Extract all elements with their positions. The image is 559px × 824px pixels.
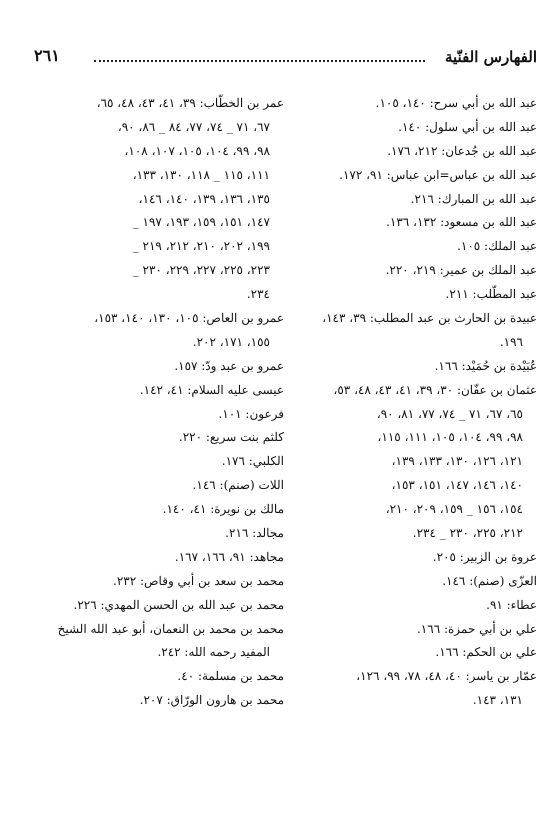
index-entry-continuation: ٦٥، ٦٧، ٧١ _ ٧٤، ٧٧، ٨١، ٩٠، (376, 406, 523, 421)
index-entry: مجاهد: ٩١، ١٦٦، ١٦٧. (174, 549, 284, 564)
index-entry: عبد الله بن مسعود: ١٣٢، ١٣٦. (386, 215, 537, 230)
index-entry: عبد الله بن أبي سلول: ١٤٠. (398, 119, 537, 134)
index-entry: عبد الملك: ١٠٥. (457, 239, 537, 254)
index-entry: عمرو بن عبد ودّ: ١٥٧. (174, 358, 284, 373)
index-entry-continuation: ١٩٩، ٢٠٢، ٢١٠، ٢١٢، ٢١٩ _ (132, 239, 270, 254)
index-entry-continuation: ١٤٧، ١٥١، ١٥٩، ١٩٣، ١٩٧ _ (132, 215, 270, 230)
index-entry-continuation: ١٤٠، ١٤٦، ١٤٧، ١٥١، ١٥٣، (391, 478, 523, 493)
index-entry: عبد الله بن أبي سرح: ١٤٠، ١٠٥. (375, 96, 537, 110)
index-entry-continuation: ١٥٤، ١٥٦ _ ١٥٩، ٢٠٩، ٢١٠، (385, 502, 523, 517)
index-entry: محمد بن سعد بن أبي وقاص: ٢٣٢. (113, 573, 284, 588)
index-entry: علي بن الحكم: ١٦٦. (435, 645, 537, 660)
index-entry: عمّار بن ياسر: ٤٠، ٤٨، ٧٨، ٩٩، ١٢٦، (356, 669, 537, 684)
index-entry: عمر بن الخطّاب: ٣٩، ٤١، ٤٣، ٤٨، ٦٥، (96, 96, 284, 110)
index-entry: محمد بن هارون الورّاق: ٢٠٧. (139, 693, 284, 708)
index-entry: علي بن أبي حمزة: ١٦٦. (416, 621, 537, 636)
index-entry-continuation: المفيد رحمه الله: ٢٤٢. (157, 645, 270, 660)
index-entry-continuation: ١٩٦. (499, 334, 523, 349)
index-entry: عبد المطّلب: ٢١١. (445, 287, 537, 302)
index-entry: محمد بن مسلمة: ٤٠. (177, 669, 284, 684)
index-entry: فرعون: ١٠١. (218, 406, 284, 421)
index-entry-continuation: ٢٢٣، ٢٢٥، ٢٢٧، ٢٢٩، ٢٣٠ _ (132, 263, 270, 278)
running-header (34, 44, 537, 78)
index-entry: كلثم بنت سريع: ٢٢٠. (178, 430, 284, 445)
index-entry: عبد الله بن عباس=ابن عباس: ٩١، ١٧٢. (339, 167, 537, 182)
index-entry-continuation: ٢٣٤. (246, 287, 270, 302)
index-entry: عبد الملك بن عمير: ٢١٩، ٢٢٠. (385, 263, 537, 278)
index-entry: عبد الله بن المبارك: ٢١٦. (410, 191, 537, 206)
index-entry: محمد بن محمد بن النعمان، أبو عبد الله الشيخ (57, 621, 284, 636)
index-entry: عطاء: ٩١. (486, 597, 537, 612)
index-entry-continuation: ٩٨، ٩٩، ١٠٤، ١٠٥، ١٠٧، ١٠٨، (124, 143, 270, 158)
index-entry-continuation: ١٥٥، ١٧١، ٢٠٢. (192, 334, 270, 349)
index-entry-continuation: ١٢١، ١٢٦، ١٣٠، ١٣٣، ١٣٩، (391, 454, 523, 469)
index-entry: عروة بن الزبير: ٢٠٥. (432, 549, 537, 564)
index-entry: مالك بن نويرة: ٤١، ١٤٠. (162, 502, 284, 517)
index-entry-continuation: ٢١٢، ٢٢٥، ٢٣٠ _ ٢٣٤. (412, 526, 523, 541)
index-entry: عبد الله بن جُدعان: ٢١٢، ١٧٦. (387, 143, 537, 158)
index-entry: عيسى عليه السلام: ٤١، ١٤٢. (139, 382, 284, 397)
index-entry: الكلبي: ١٧٦. (221, 454, 284, 469)
index-entry-continuation: ١٣٥، ١٣٦، ١٣٩، ١٤٠، ١٤٦، (138, 191, 270, 206)
index-entry-continuation: ١٣١، ١٤٣. (472, 693, 523, 708)
index-entry: مجالد: ٢١٦. (225, 526, 284, 541)
page-number: ٢٦١ (34, 46, 60, 65)
index-entry: عمرو بن العاص: ١٠٥، ١٣٠، ١٤٠، ١٥٣، (94, 311, 284, 326)
dot-leader (94, 60, 425, 62)
running-title: الفهارس الفنّية (444, 48, 537, 66)
index-entry: العزّى (صنم): ١٤٦. (442, 573, 537, 588)
index-entry-continuation: ٩٨، ٩٩، ١٠٤، ١٠٥، ١١١، ١١٥، (377, 430, 523, 445)
index-entry: عبيدة بن الحارث بن عبد المطلب: ٣٩، ١٤٣، (322, 311, 537, 326)
index-column-right (287, 92, 537, 713)
index-entry-continuation: ٦٧، ٧١ _ ٧٤، ٧٧، ٨٤ _ ٨٦، ٩٠، (117, 119, 270, 134)
index-entry: محمد بن عبد الله بن الحسن المهدي: ٢٢٦. (73, 597, 284, 612)
index-entry: عُبَيْدة بن حُمَيْد: ١٦٦. (434, 358, 537, 373)
index-column-left (34, 92, 284, 713)
index-entry: اللات (صنم): ١٤٦. (192, 478, 284, 493)
index-entry: عثمان بن عفّان: ٣٠، ٣٩، ٤١، ٤٣، ٤٨، ٥٣، (333, 382, 537, 397)
index-entry-continuation: ١١١، ١١٥ _ ١١٨، ١٣٠، ١٣٣، (132, 167, 270, 182)
